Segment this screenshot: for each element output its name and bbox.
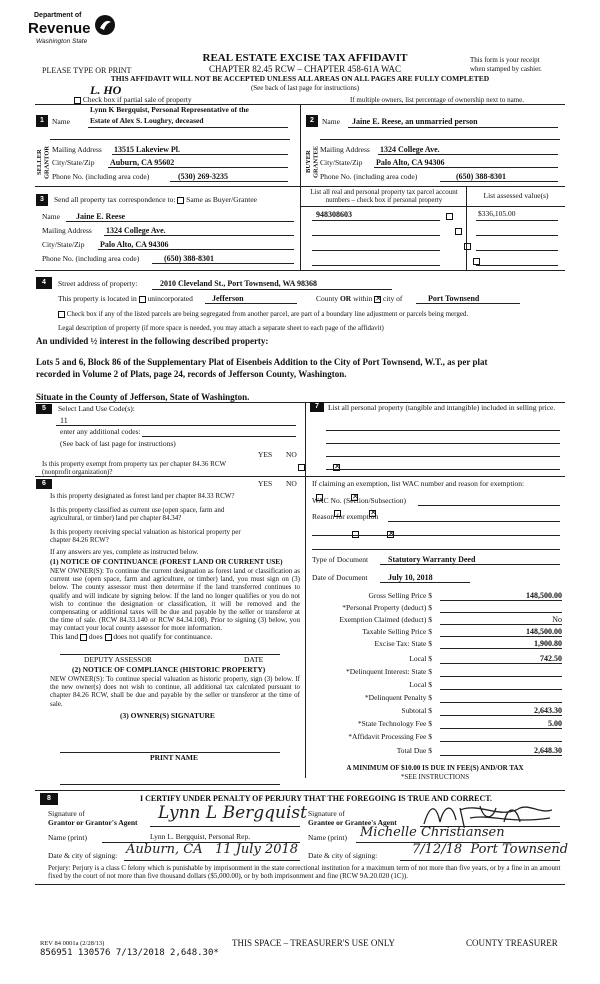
warning-text: THIS AFFIDAVIT WILL NOT BE ACCEPTED UNLESS ALL AREAS ON ALL PAGES ARE FULLY COMPLETED <box>110 74 490 83</box>
section-4-badge: 4 <box>36 277 52 289</box>
calc-label-state-tax: Excise Tax: State $ <box>374 639 432 648</box>
grantee-sig-label-2: Grantee or Grantee's Agent <box>308 818 397 827</box>
seller-name-label: Name <box>52 117 70 126</box>
seller-name-line2: Estate of Alex S. Loughry, deceased <box>90 116 204 125</box>
within-word: within <box>353 294 373 303</box>
doc-type: Statutory Warranty Deed <box>388 555 476 564</box>
does-not-label: does not qualify for continuance. <box>113 632 213 641</box>
segregated-label: Check box if any of the listed parcels are being segregated from another parcel, are part of a boundary line adjustment or parcels being merged. <box>66 310 469 318</box>
perjury-text: Perjury: Perjury is a class C felony which is punishable by imprisonment in the state correctional institution for a maximum term of not more than five years, or by a fine in an amount fixed by the court of not more than five thousand dollars ($5,000.00), or by both imprisonment and fine (RCW 9A.20.020 (1C)). <box>48 864 561 881</box>
calc-value-state-tax: 1,900.80 <box>534 639 562 648</box>
historic-question: Is this property receiving special valuation as historical property per chapter 84.26 RCW? <box>50 528 241 545</box>
partial-sale-checkbox[interactable] <box>74 97 81 104</box>
parcel-1-personal-checkbox[interactable] <box>446 213 453 220</box>
unincorporated-checkbox[interactable] <box>139 296 146 303</box>
street-label: Street address of property: <box>58 279 138 288</box>
print-name-label: PRINT NAME <box>150 753 198 762</box>
seller-city: Auburn, CA 95602 <box>110 158 175 167</box>
form-number: REV 84 0001a (2/28/13) <box>40 940 105 947</box>
receipt-note-1: This form is your receipt <box>470 56 540 64</box>
does-label: does <box>88 632 103 641</box>
handwritten-note: L. HO <box>90 83 122 97</box>
designation-no: NO <box>286 479 297 488</box>
corr-city: Palo Alto, CA 94306 <box>100 240 169 249</box>
city-value: Port Townsend <box>428 294 480 303</box>
calc-value-taxable: 148,500.00 <box>526 627 562 636</box>
corr-phone-label: Phone No. (including area code) <box>42 254 140 263</box>
calc-label-gross: Gross Selling Price $ <box>368 591 432 600</box>
grantee-date-label: Date & city of signing: <box>308 851 378 860</box>
calc-value-gross: 148,500.00 <box>526 591 562 600</box>
grantor-signature: Lynn L Bergquist <box>158 803 307 823</box>
county-value: Jefferson <box>212 294 244 303</box>
wac-label: WAC No. (Section/Subsection) <box>312 496 406 505</box>
seller-phone: (530) 269-3235 <box>178 172 228 181</box>
calc-label-delinquent-local: Local $ <box>409 680 432 689</box>
county-word: County <box>316 294 339 303</box>
notice2-text: NEW OWNER(S): To continue special valuation as historic property, sign (3) below. If the new owner(s) does not wish to continue, all additional tax calculated pursuant to chapter 84.26 RCW, shall be due and payable by the seller or transferor at the time of sale. <box>50 675 300 708</box>
calc-value-subtotal: 2,643.30 <box>534 706 562 715</box>
land-does-checkbox[interactable] <box>80 634 87 641</box>
grantor-date-label: Date & city of signing: <box>48 851 118 860</box>
calc-value-total: 2,648.30 <box>534 746 562 755</box>
logo-line3: Washington State <box>36 38 88 45</box>
calc-label-local-tax: Local $ <box>409 654 432 663</box>
correspondence-heading: Send all property tax correspondence to: <box>54 195 176 204</box>
logo-line1: Department of <box>34 12 82 19</box>
calc-label-exemption: Exemption Claimed (deduct) $ <box>339 615 432 624</box>
revenue-logo <box>28 12 128 52</box>
exemption-claim-label: If claiming an exemption, list WAC number and reason for exemption: <box>312 479 525 488</box>
form-title: REAL ESTATE EXCISE TAX AFFIDAVIT <box>202 52 408 64</box>
section-6-badge: 6 <box>36 479 52 489</box>
legal-label: Legal description of property (if more space is needed, you may attach a separate sheet to each page of the affidavit) <box>58 324 384 332</box>
seller-side-label: SELLER GRANTOR <box>36 145 51 179</box>
this-land-label: This land <box>50 632 79 641</box>
city-of-word: city of <box>383 294 403 303</box>
notice2-title: (2) NOTICE OF COMPLIANCE (HISTORIC PROPERTY) <box>72 665 266 674</box>
grantee-name-label: Name (print) <box>308 833 347 842</box>
land-use-code: 11 <box>60 416 68 425</box>
buyer-name: Jaine E. Reese, an unmarried person <box>352 117 478 126</box>
undivided-text: An undivided ½ interest in the following described property: <box>36 336 269 346</box>
section-3-badge: 3 <box>36 194 48 206</box>
assessed-value-1: $336,105.00 <box>478 209 516 218</box>
segregated-checkbox[interactable] <box>58 311 65 318</box>
parcel-2-personal-checkbox[interactable] <box>455 228 462 235</box>
section-5-badge: 5 <box>36 404 52 414</box>
buyer-phone: (650) 388-8301 <box>456 172 506 181</box>
land-use-see-back: (See back of last page for instructions) <box>60 439 176 448</box>
section-2-badge: 2 <box>306 115 318 127</box>
form-subtitle: CHAPTER 82.45 RCW – CHAPTER 458-61A WAC <box>209 64 401 74</box>
grantor-name-label: Name (print) <box>48 833 87 842</box>
seller-mailing-label: Mailing Address <box>52 145 102 154</box>
within-city-checkbox[interactable] <box>374 296 381 303</box>
see-instructions-note: *SEE INSTRUCTIONS <box>400 773 470 781</box>
same-as-buyer-checkbox[interactable] <box>177 197 184 204</box>
current-use-question: Is this property classified as current use (open space, farm and agricultural, or timber) land per chapter 84.34? <box>50 506 225 523</box>
legal-line-1: Lots 5 and 6, Block 86 of the Supplementary Plat of Eisenbeis Addition to the City of Port Townsend, W.T., as per plat <box>36 357 488 367</box>
exempt-yes-checkbox[interactable] <box>298 464 305 471</box>
designation-yes: YES <box>258 479 273 488</box>
corr-phone: (650) 388-8301 <box>164 254 214 263</box>
calc-label-subtotal: Subtotal $ <box>401 706 432 715</box>
corr-mailing: 1324 College Ave. <box>106 226 166 235</box>
calc-value-exemption: No <box>552 615 562 624</box>
calc-label-penalty: *Delinquent Penalty $ <box>364 693 432 702</box>
calc-value-local-tax: 742.50 <box>540 654 562 663</box>
see-back-note: (See back of last page for instructions) <box>250 84 360 92</box>
certify-heading: I CERTIFY UNDER PENALTY OF PERJURY THAT THE FOREGOING IS TRUE AND CORRECT. <box>140 794 493 803</box>
partial-sale-label: Check box if partial sale of property <box>82 95 192 104</box>
buyer-phone-label: Phone No. (including area code) <box>320 172 418 181</box>
grantor-name: Lynn L. Bergquist, Personal Rep. <box>150 832 251 841</box>
please-type: PLEASE TYPE OR PRINT <box>42 66 132 75</box>
buyer-mailing: 1324 College Ave. <box>380 145 440 154</box>
notice1-text: NEW OWNER(S): To continue the current designation as forest land or classification as current use (open space, farm and agriculture, or timber) land, you must sign on (3) below. The county assessor must then determine if the land transferred continues to qualify and will indicate by signing below. If the land no longer qualifies or you do not wish to continue the designation or classification, it will be removed and the compensating or additional taxes will be due and payable by the seller or transferor at the time of sale. (RCW 84.33.140 or RCW 84.34.108). Prior to signing (3) below, you may contact your local county assessor for more information. <box>50 567 300 633</box>
calc-value-tech-fee: 5.00 <box>548 719 562 728</box>
section-7-badge: 7 <box>310 402 324 412</box>
calc-label-personal: *Personal Property (deduct) $ <box>342 603 432 612</box>
street-value: 2010 Cleveland St., Port Townsend, WA 98368 <box>160 279 317 288</box>
logo-line2: Revenue <box>28 20 91 37</box>
personal-property-text: List all personal property (tangible and intangible) included in selling price. <box>328 403 556 412</box>
parcel-3-personal-checkbox[interactable] <box>464 243 471 250</box>
grantee-date-city: 7/12/18 Port Townsend <box>412 842 569 857</box>
seller-name-line1: Lynn K Bergquist, Personal Representative of the <box>90 105 249 114</box>
calc-label-affidavit-fee: *Affidavit Processing Fee $ <box>348 732 432 741</box>
parcel-1: 948308603 <box>316 210 352 219</box>
correspondence-heading-row <box>54 196 257 205</box>
forest-question: Is this property designated as forest land per chapter 84.33 RCW? <box>50 492 235 500</box>
corr-name-label: Name <box>42 212 60 221</box>
if-yes-note: If any answers are yes, complete as instructed below. <box>50 548 199 556</box>
treasurer-space-label: THIS SPACE – TREASURER'S USE ONLY <box>232 938 396 948</box>
multiple-owners-note: If multiple owners, list percentage of ownership next to name. <box>350 96 524 104</box>
notice1-title: (1) NOTICE OF CONTINUANCE (FOREST LAND OR CURRENT USE) <box>50 557 283 566</box>
buyer-side-label: BUYER GRANTEE <box>305 145 320 179</box>
doc-date: July 10, 2018 <box>388 573 433 582</box>
grantor-date-city: Auburn, CA 11 July 2018 <box>126 842 299 857</box>
county-treasurer-label: COUNTY TREASURER <box>466 938 558 948</box>
seller-city-label: City/State/Zip <box>52 158 95 167</box>
seller-phone-label: Phone No. (including area code) <box>52 172 150 181</box>
seller-mailing: 13515 Lakeview Pl. <box>114 145 180 154</box>
doc-date-label: Date of Document <box>312 573 368 582</box>
unincorporated-label: unincorporated <box>147 294 193 303</box>
location-row <box>58 295 193 304</box>
same-as-buyer-label: Same as Buyer/Grantee <box>186 195 257 204</box>
land-use-yes: YES <box>258 450 273 459</box>
doc-type-label: Type of Document <box>312 555 369 564</box>
calc-label-tech-fee: *State Technology Fee $ <box>357 719 432 728</box>
minimum-due-note: A MINIMUM OF $10.00 IS DUE IN FEE(S) AND/OR TAX <box>346 764 524 772</box>
section-1-badge: 1 <box>36 115 48 127</box>
parcels-heading-1: List all real and personal property tax parcel account <box>310 188 458 196</box>
deputy-assessor-label: DEPUTY ASSESSOR <box>84 655 152 664</box>
grantee-sig-label-1: Signature of <box>308 809 345 818</box>
assessed-heading: List assessed value(s) <box>483 191 549 200</box>
additional-codes-label: enter any additional codes: <box>60 427 141 436</box>
receipt-note-2: when stamped by cashier. <box>470 65 542 73</box>
corr-city-label: City/State/Zip <box>42 240 85 249</box>
buyer-city-label: City/State/Zip <box>320 158 363 167</box>
revenue-emblem-icon <box>94 14 116 36</box>
grantee-name: Michelle Christiansen <box>360 825 505 840</box>
buyer-city: Palo Alto, CA 94306 <box>376 158 445 167</box>
city-row <box>316 295 402 304</box>
calc-label-delinquent-state: *Delinquent Interest: State $ <box>345 667 432 676</box>
calc-label-total: Total Due $ <box>396 746 432 755</box>
situate-text: Situate in the County of Jefferson, State of Washington. <box>36 392 250 402</box>
land-does-not-checkbox[interactable] <box>105 634 112 641</box>
corr-name: Jaine E. Reese <box>76 212 126 221</box>
land-use-no: NO <box>286 450 297 459</box>
grantor-sig-label-1: Signature of <box>48 809 85 818</box>
parcel-4-personal-checkbox[interactable] <box>473 258 480 265</box>
buyer-name-label: Name <box>322 117 340 126</box>
segregated-row <box>58 310 468 318</box>
owner-signature-label: (3) OWNER(S) SIGNATURE <box>120 711 215 720</box>
grantor-sig-label-2: Grantor or Grantor's Agent <box>48 818 138 827</box>
continuance-row <box>50 633 212 642</box>
deputy-date-label: DATE <box>244 655 264 664</box>
legal-line-2: recorded in Volume 2 of Plats, page 24, records of Jefferson County, Washington. <box>36 369 347 379</box>
corr-mailing-label: Mailing Address <box>42 226 92 235</box>
located-in-label: This property is located in <box>58 294 137 303</box>
land-use-label: Select Land Use Code(s): <box>58 404 135 413</box>
buyer-mailing-label: Mailing Address <box>320 145 370 154</box>
reason-label: Reason for exemption <box>312 512 379 521</box>
receipt-stamp-line: 856951 130576 7/13/2018 2,648.30* <box>40 948 219 958</box>
exempt-question: Is this property exempt from property tax per chapter 84.36 RCW (nonprofit organization)? <box>42 460 226 477</box>
calc-label-taxable: Taxable Selling Price $ <box>362 627 432 636</box>
parcels-heading-2: numbers – check box if personal property <box>325 196 443 204</box>
or-word: OR <box>339 294 352 303</box>
section-8-badge: 8 <box>40 793 58 805</box>
